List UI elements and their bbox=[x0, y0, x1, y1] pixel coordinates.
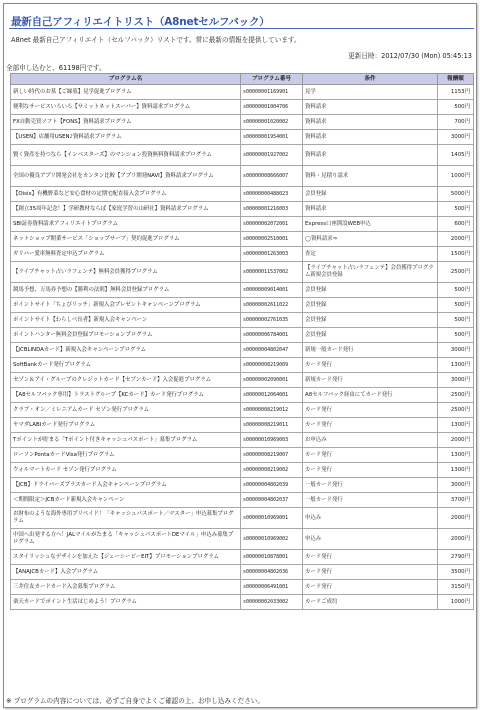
program-condition: 申込み bbox=[303, 508, 438, 529]
program-condition: カード発行 bbox=[303, 448, 438, 463]
program-reward: 500円 bbox=[438, 202, 474, 217]
program-table bbox=[10, 73, 474, 610]
table-row bbox=[11, 85, 474, 100]
table-row bbox=[11, 217, 474, 232]
program-name-link[interactable]: お財布のような海外専用プリペイド！「キャッシュパスポート／マスター」申込募集プログラム bbox=[11, 508, 241, 529]
program-condition: 新規一般カード発行 bbox=[303, 343, 438, 358]
table-row bbox=[11, 115, 474, 130]
table-row bbox=[11, 478, 474, 493]
program-number: s00000002510001 bbox=[241, 232, 303, 247]
program-reward: 2000円 bbox=[438, 232, 474, 247]
program-name-link[interactable]: ネットショップ開業サービス「ショップサーブ」契約促進プログラム bbox=[11, 232, 241, 247]
program-number: s00000002090001 bbox=[241, 373, 303, 388]
page-frame bbox=[3, 3, 477, 708]
program-name-link[interactable]: ヤマダLABIカード発行プログラム bbox=[11, 418, 241, 433]
program-reward: 2500円 bbox=[438, 262, 474, 283]
table-row bbox=[11, 232, 474, 247]
program-number: s00000010969003 bbox=[241, 433, 303, 448]
program-number: s00000002761035 bbox=[241, 313, 303, 328]
program-name-link[interactable]: 【JCB】ドライバーズプラスカード入会キャンペーンプログラム bbox=[11, 478, 241, 493]
program-name-link[interactable]: 全国の優良アプリ開発会社をカンタン比較【アプリ開発NAVI】資料請求プログラム bbox=[11, 166, 241, 187]
program-number: s00000001020002 bbox=[241, 115, 303, 130]
program-name-link[interactable]: 【ANAJCBカード】入会プログラム bbox=[11, 565, 241, 580]
table-row bbox=[11, 262, 474, 283]
table-row bbox=[11, 145, 474, 166]
program-name-link[interactable]: 競馬予想、万馬券予想の【勝利の法則】無料会員登録プログラム bbox=[11, 283, 241, 298]
program-name-link[interactable]: Tポイントが貯まる「Tポイント付きキャッシュパスポート」募集プログラム bbox=[11, 433, 241, 448]
page-description: A8net 最新自己アフィリエイト（セルフバック）リストです。常に最新の情報を提供しています。 bbox=[11, 36, 301, 44]
table-row bbox=[11, 187, 474, 202]
table-row bbox=[11, 529, 474, 550]
program-condition: ◯資料請求⇒ bbox=[303, 232, 438, 247]
program-condition: カード発行 bbox=[303, 463, 438, 478]
program-reward: 600円 bbox=[438, 217, 474, 232]
table-header-row bbox=[11, 74, 474, 85]
program-reward: 3000円 bbox=[438, 130, 474, 145]
program-condition: 会員登録 bbox=[303, 298, 438, 313]
table-row bbox=[11, 418, 474, 433]
table-row bbox=[11, 100, 474, 115]
program-number: s00000000488023 bbox=[241, 187, 303, 202]
table-row bbox=[11, 388, 474, 403]
program-reward: 3150円 bbox=[438, 580, 474, 595]
table-row bbox=[11, 448, 474, 463]
program-reward: 1300円 bbox=[438, 448, 474, 463]
program-reward: 500円 bbox=[438, 283, 474, 298]
program-reward: 500円 bbox=[438, 313, 474, 328]
program-number: s00000001954001 bbox=[241, 130, 303, 145]
program-condition: 資料請求 bbox=[303, 115, 438, 130]
program-reward: 3500円 bbox=[438, 565, 474, 580]
program-name-link[interactable]: 【ライブチャット占いラフェンテ】無料会員獲得プログラム bbox=[11, 262, 241, 283]
program-condition: Express口座開設WEB申込 bbox=[303, 217, 438, 232]
program-name-link[interactable]: 【USEN】店舗用USEN♪資料請求プログラム bbox=[11, 130, 241, 145]
program-name-link[interactable]: 【Oisix】有機野菜など安心食材の定期宅配直接入会プログラム bbox=[11, 187, 241, 202]
table-row bbox=[11, 130, 474, 145]
program-number: s00000011537002 bbox=[241, 262, 303, 283]
table-row bbox=[11, 247, 474, 262]
program-number: s00000010878001 bbox=[241, 550, 303, 565]
program-condition: 資料・見積り請求 bbox=[303, 166, 438, 187]
program-condition: カード発行 bbox=[303, 403, 438, 418]
program-number: s00000004802047 bbox=[241, 343, 303, 358]
program-number: s00000001927002 bbox=[241, 145, 303, 166]
table-row bbox=[11, 565, 474, 580]
program-condition: 査定 bbox=[303, 247, 438, 262]
program-reward: 500円 bbox=[438, 100, 474, 115]
program-condition: 資料請求 bbox=[303, 202, 438, 217]
table-row bbox=[11, 343, 474, 358]
total-summary: 全部申し込むと、61198円です。 bbox=[6, 64, 106, 72]
program-condition: カード発行 bbox=[303, 418, 438, 433]
program-name-link[interactable]: 【創立35周年記念！】学研教材ならば【家庭学習の山研社】資料請求プログラム bbox=[11, 202, 241, 217]
program-number: s00000008666007 bbox=[241, 166, 303, 187]
program-name-link[interactable]: 楽天カードでポイント生活はじめよう！プログラム bbox=[11, 595, 241, 610]
program-condition: カード発行 bbox=[303, 358, 438, 373]
program-number: s00000004802037 bbox=[241, 493, 303, 508]
program-number: s00000002033002 bbox=[241, 595, 303, 610]
program-condition: 会員登録 bbox=[303, 283, 438, 298]
program-name-link[interactable]: ポイントサイト「ちょびリッチ」新規入会プレゼントキャンペーンプログラム bbox=[11, 298, 241, 313]
program-number: s00000008219011 bbox=[241, 418, 303, 433]
table-row bbox=[11, 580, 474, 595]
program-name-link[interactable]: ポイントハンター無料会員登録プロモーションプログラム bbox=[11, 328, 241, 343]
program-number: s00000001216003 bbox=[241, 202, 303, 217]
program-number: s00000002611022 bbox=[241, 298, 303, 313]
program-name-link[interactable]: 【A8セルフバック専用】トラストグループ【KCカード】カード発行プログラム bbox=[11, 388, 241, 403]
program-name-link[interactable]: 賢く資産を持つなら【インベスターズ】のマンション投資無料資料請求プログラム bbox=[11, 145, 241, 166]
program-name-link[interactable]: 便利なサービスいろいろ【サミットネットスーパー】資料請求プログラム bbox=[11, 100, 241, 115]
program-condition: 資料請求 bbox=[303, 130, 438, 145]
program-number: s00000008219012 bbox=[241, 403, 303, 418]
program-condition: カード発行 bbox=[303, 565, 438, 580]
program-condition: 資料請求 bbox=[303, 145, 438, 166]
program-reward: 500円 bbox=[438, 328, 474, 343]
program-name-link[interactable]: 中国へ出発する方へ！JALマイルがたまる「キャッシュパスポートDEマイル」申込み募集プログラム bbox=[11, 529, 241, 550]
program-name-link[interactable]: セゾン＆アイ・グループのクレジットカード【セブンカード】入会促進プログラム bbox=[11, 373, 241, 388]
program-number: s00000008219007 bbox=[241, 448, 303, 463]
table-row bbox=[11, 463, 474, 478]
table-row bbox=[11, 328, 474, 343]
column-header-program: プログラム名 bbox=[11, 74, 241, 85]
program-condition: 会員登録 bbox=[303, 313, 438, 328]
program-number: s00000006491001 bbox=[241, 580, 303, 595]
program-name-link[interactable]: FX自動売買ソフト【FONS】資料請求プログラム bbox=[11, 115, 241, 130]
table-row bbox=[11, 550, 474, 565]
program-condition: 一般カード発行 bbox=[303, 493, 438, 508]
program-reward: 3000円 bbox=[438, 373, 474, 388]
program-condition: カードご成約 bbox=[303, 595, 438, 610]
program-number: s00000009014001 bbox=[241, 283, 303, 298]
program-condition: カード発行 bbox=[303, 580, 438, 595]
column-header-reward: 報酬額 bbox=[438, 74, 474, 85]
program-reward: 3000円 bbox=[438, 478, 474, 493]
program-number: s00000008219009 bbox=[241, 358, 303, 373]
program-condition: 資料請求 bbox=[303, 100, 438, 115]
program-name-link[interactable]: ガリバー愛車無料査定申込プログラム bbox=[11, 247, 241, 262]
program-reward: 3000円 bbox=[438, 343, 474, 358]
program-number: s00000001169901 bbox=[241, 85, 303, 100]
table-row bbox=[11, 202, 474, 217]
program-condition: お申込み bbox=[303, 433, 438, 448]
column-header-condition: 条件 bbox=[303, 74, 438, 85]
table-row bbox=[11, 298, 474, 313]
table-row bbox=[11, 358, 474, 373]
program-reward: 5000円 bbox=[438, 187, 474, 202]
program-condition: 会員登録 bbox=[303, 328, 438, 343]
program-number: s00000010969002 bbox=[241, 529, 303, 550]
footer-note: ※ プログラムの内容については、必ずご自身でよくご確認の上、お申し込みください。 bbox=[6, 697, 264, 705]
program-name-link[interactable]: ローソンPontaカードVisa発行プログラム bbox=[11, 448, 241, 463]
program-number: s00000006784001 bbox=[241, 328, 303, 343]
table-row bbox=[11, 166, 474, 187]
program-number: s00000004802039 bbox=[241, 478, 303, 493]
program-reward: 500円 bbox=[438, 298, 474, 313]
program-reward: 2500円 bbox=[438, 403, 474, 418]
table-row bbox=[11, 508, 474, 529]
program-name-link[interactable]: 新しい時代のお墓【ご縁墓】見学促進プログラム bbox=[11, 85, 241, 100]
program-number: s00000004802036 bbox=[241, 565, 303, 580]
program-reward: 3700円 bbox=[438, 493, 474, 508]
table-row bbox=[11, 313, 474, 328]
table-row bbox=[11, 283, 474, 298]
program-name-link[interactable]: スタイリッシュなデザインを加えた【ジェーシービーEIT】プロモーションプログラム bbox=[11, 550, 241, 565]
program-condition: 【ライブチャット占いラフェンテ】会員獲得プログラム新規会員登録 bbox=[303, 262, 438, 283]
program-condition: 新規カード発行 bbox=[303, 373, 438, 388]
program-reward: 1300円 bbox=[438, 418, 474, 433]
program-number: s00000010969001 bbox=[241, 508, 303, 529]
program-reward: 2000円 bbox=[438, 529, 474, 550]
program-number: s00000001263003 bbox=[241, 247, 303, 262]
table-row bbox=[11, 373, 474, 388]
table-row bbox=[11, 433, 474, 448]
program-name-link[interactable]: 【JCBLINDAカード】新規入会キャンペーンプログラム bbox=[11, 343, 241, 358]
program-condition: 一般カード発行 bbox=[303, 478, 438, 493]
program-name-link[interactable]: SoftBankカード発行プログラム bbox=[11, 358, 241, 373]
program-number: s00000008219002 bbox=[241, 463, 303, 478]
program-condition: カード発行 bbox=[303, 550, 438, 565]
updated-timestamp: 更新日時：2012/07/30 (Mon) 05:45:13 bbox=[348, 52, 472, 60]
program-reward: 700円 bbox=[438, 115, 474, 130]
program-reward: 1300円 bbox=[438, 358, 474, 373]
program-reward: 1000円 bbox=[438, 166, 474, 187]
program-number: s00000001004706 bbox=[241, 100, 303, 115]
program-reward: 1405円 bbox=[438, 145, 474, 166]
program-condition: 会員登録 bbox=[303, 187, 438, 202]
program-number: s00000012064001 bbox=[241, 388, 303, 403]
program-reward: 1300円 bbox=[438, 463, 474, 478]
program-name-link[interactable]: ウォルマートカード セゾン発行プログラム bbox=[11, 463, 241, 478]
program-reward: 2500円 bbox=[438, 388, 474, 403]
column-header-number: プログラム番号 bbox=[241, 74, 303, 85]
program-reward: 2000円 bbox=[438, 508, 474, 529]
table-body bbox=[11, 85, 474, 610]
program-reward: 1500円 bbox=[438, 247, 474, 262]
program-condition: 申込み bbox=[303, 529, 438, 550]
table-row bbox=[11, 403, 474, 418]
page-title: 最新自己アフィリエイトリスト（A8netセルフバック） bbox=[11, 16, 270, 28]
program-reward: 2000円 bbox=[438, 433, 474, 448]
table-row bbox=[11, 493, 474, 508]
program-name-link[interactable]: ポイントサイト【わらしべ長者】新規入会キャンペーン bbox=[11, 313, 241, 328]
program-number: s00000002072001 bbox=[241, 217, 303, 232]
program-name-link[interactable]: クラブ・オン／ミレニアムカード セゾン発行プログラム bbox=[11, 403, 241, 418]
program-name-link[interactable]: SBI証券資料請求アフィリエイトプログラム bbox=[11, 217, 241, 232]
program-reward: 2790円 bbox=[438, 550, 474, 565]
table-row bbox=[11, 595, 474, 610]
title-underline bbox=[9, 28, 474, 29]
program-name-link[interactable]: 三井住友カードカード入会募集プログラム bbox=[11, 580, 241, 595]
program-condition: 見学 bbox=[303, 85, 438, 100]
program-condition: A8セルフバック経由にてカード発行 bbox=[303, 388, 438, 403]
program-reward: 1000円 bbox=[438, 595, 474, 610]
program-name-link[interactable]: ＜期間限定＞JCBカード新規入会キャンペーン bbox=[11, 493, 241, 508]
program-reward: 1153円 bbox=[438, 85, 474, 100]
